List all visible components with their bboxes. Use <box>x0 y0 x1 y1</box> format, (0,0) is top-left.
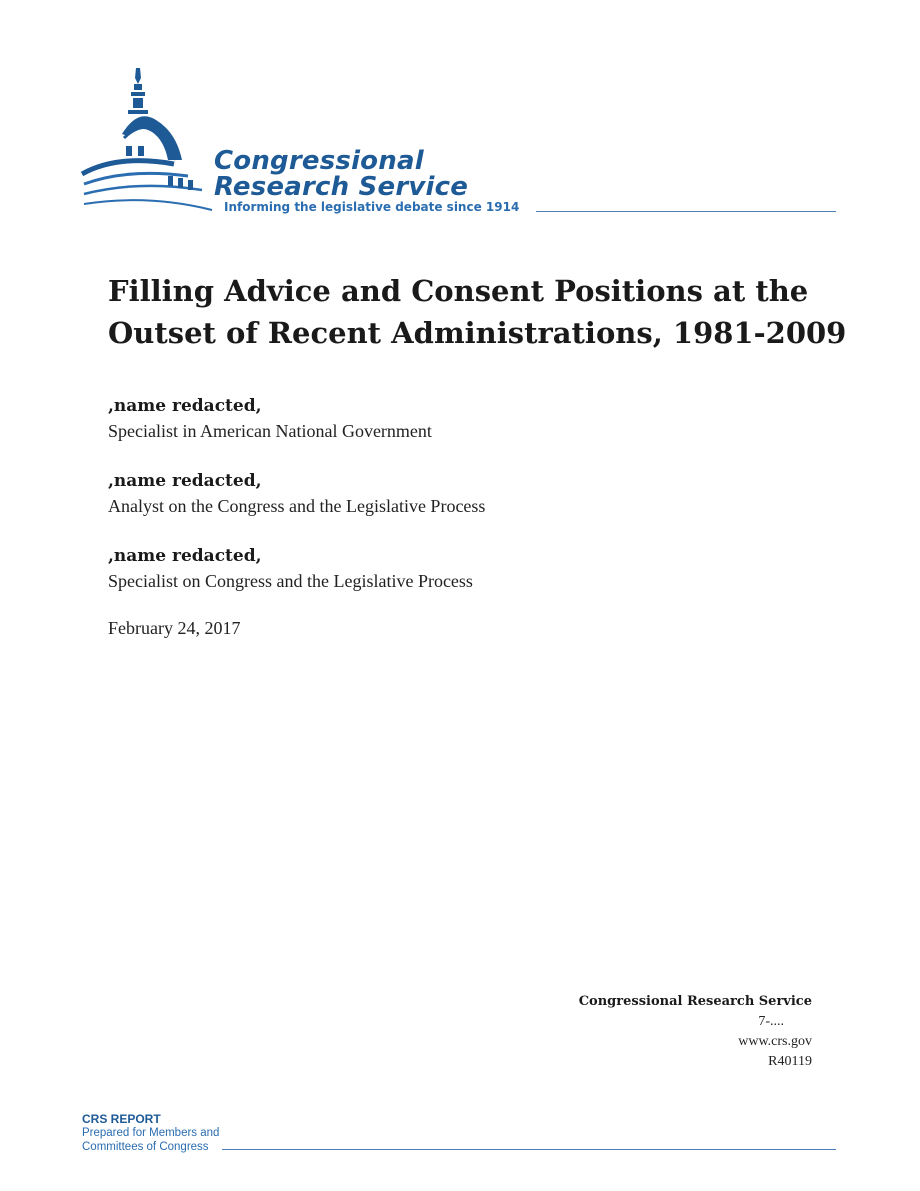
logo-tagline: Informing the legislative debate since 1914 <box>224 200 520 214</box>
crs-report-footer <box>82 1112 219 1154</box>
footer-label: CRS REPORT <box>82 1112 161 1126</box>
crs-contact-block <box>512 992 812 1072</box>
capitol-dome-icon <box>78 64 218 216</box>
author-block <box>108 469 808 519</box>
logo-wordmark-line1: Congressional <box>214 146 424 176</box>
author-block <box>108 544 808 594</box>
author-name: ,name redacted, <box>108 396 262 416</box>
author-name: ,name redacted, <box>108 546 262 566</box>
crs-logo <box>78 64 838 224</box>
footer-line2: Committees of Congress <box>82 1141 209 1153</box>
logo-divider <box>536 211 836 212</box>
crs-phone: 7-.... <box>758 1014 784 1029</box>
footer-line1: Prepared for Members and <box>82 1127 220 1139</box>
crs-website-link[interactable]: www.crs.gov <box>738 1034 812 1049</box>
author-name: ,name redacted, <box>108 471 262 491</box>
crs-name: Congressional Research Service <box>578 994 812 1009</box>
author-role: Specialist on Congress and the Legislative Process <box>108 571 473 591</box>
report-title-line1: Filling Advice and Consent Positions at the <box>108 274 809 308</box>
report-date: February 24, 2017 <box>108 618 241 638</box>
footer-divider <box>222 1149 836 1150</box>
author-role: Analyst on the Congress and the Legislative Process <box>108 496 486 516</box>
logo-wordmark-line2: Research Service <box>214 172 469 202</box>
author-role: Specialist in American National Government <box>108 421 432 441</box>
report-title <box>108 270 848 354</box>
report-title-line2: Outset of Recent Administrations, 1981-2009 <box>108 316 847 350</box>
report-number: R40119 <box>768 1054 812 1069</box>
author-block <box>108 394 808 444</box>
